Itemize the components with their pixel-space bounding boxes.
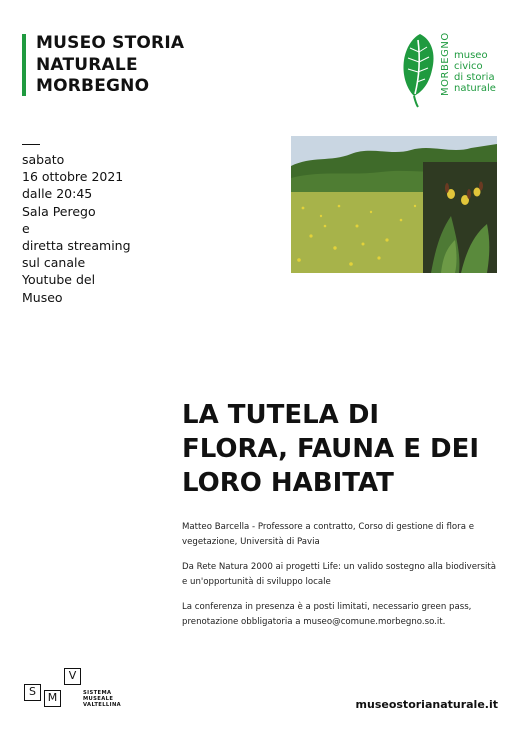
logo-line-2: civico: [454, 61, 483, 72]
sms-letter-s: S: [24, 684, 41, 701]
meadow-photo: [291, 136, 497, 273]
sms-text: [83, 690, 121, 708]
event-info: [22, 144, 152, 306]
museum-title-line-1: MUSEO STORIA: [36, 33, 185, 53]
logo-vertical-text: MORBEGNO: [440, 32, 451, 96]
museum-title-line-2: NATURALE: [36, 54, 138, 75]
leaf-icon: [398, 30, 454, 110]
headline-line-2: FLORA, FAUNA E DEI: [182, 434, 480, 464]
event-line: sul canale: [22, 255, 86, 271]
headline-line-1: LA TUTELA DI: [182, 400, 380, 430]
event-details: [182, 520, 502, 640]
museum-logo: [398, 30, 503, 110]
logo-line-3: di storia: [454, 72, 495, 83]
notice-text: La conferenza in presenza è a posti limitati, necessario green pass, prenotazione obbligatoria a museo@comune.morbegno.so.it.: [182, 602, 472, 627]
website-link[interactable]: museostorianaturale.it: [355, 698, 498, 711]
museum-title: [22, 34, 184, 96]
event-line: dalle 20:45: [22, 186, 93, 202]
event-line: Youtube del: [22, 272, 96, 288]
speaker-text: Matteo Barcella - Professore a contratto, Corso di gestione di flora e vegetazione, Università di Pavia: [182, 522, 474, 547]
event-line: sabato: [22, 152, 65, 167]
logo-line-1: museo: [454, 50, 488, 61]
museum-title-line-3: MORBEGNO: [36, 76, 150, 96]
event-line: Sala Perego: [22, 203, 96, 219]
logo-text: [454, 50, 496, 94]
event-line: e: [22, 220, 30, 236]
headline: [182, 398, 502, 500]
divider: [22, 144, 40, 145]
event-line: Museo: [22, 289, 63, 305]
sms-logo: [22, 668, 132, 718]
event-line: diretta streaming: [22, 238, 131, 254]
event-line: 16 ottobre 2021: [22, 169, 124, 185]
sms-text-line-3: VALTELLINA: [83, 702, 122, 708]
logo-line-4: naturale: [454, 83, 496, 94]
sms-letter-m: M: [44, 690, 61, 707]
sms-text-line-2: MUSEALE: [83, 696, 114, 702]
topic-text: Da Rete Natura 2000 ai progetti Life: un valido sostegno alla biodiversità e un'opportunità di sviluppo locale: [182, 562, 497, 587]
sms-text-line-1: SISTEMA: [83, 690, 112, 696]
headline-line-3: LORO HABITAT: [182, 468, 394, 498]
sms-letter-v: V: [64, 668, 81, 685]
